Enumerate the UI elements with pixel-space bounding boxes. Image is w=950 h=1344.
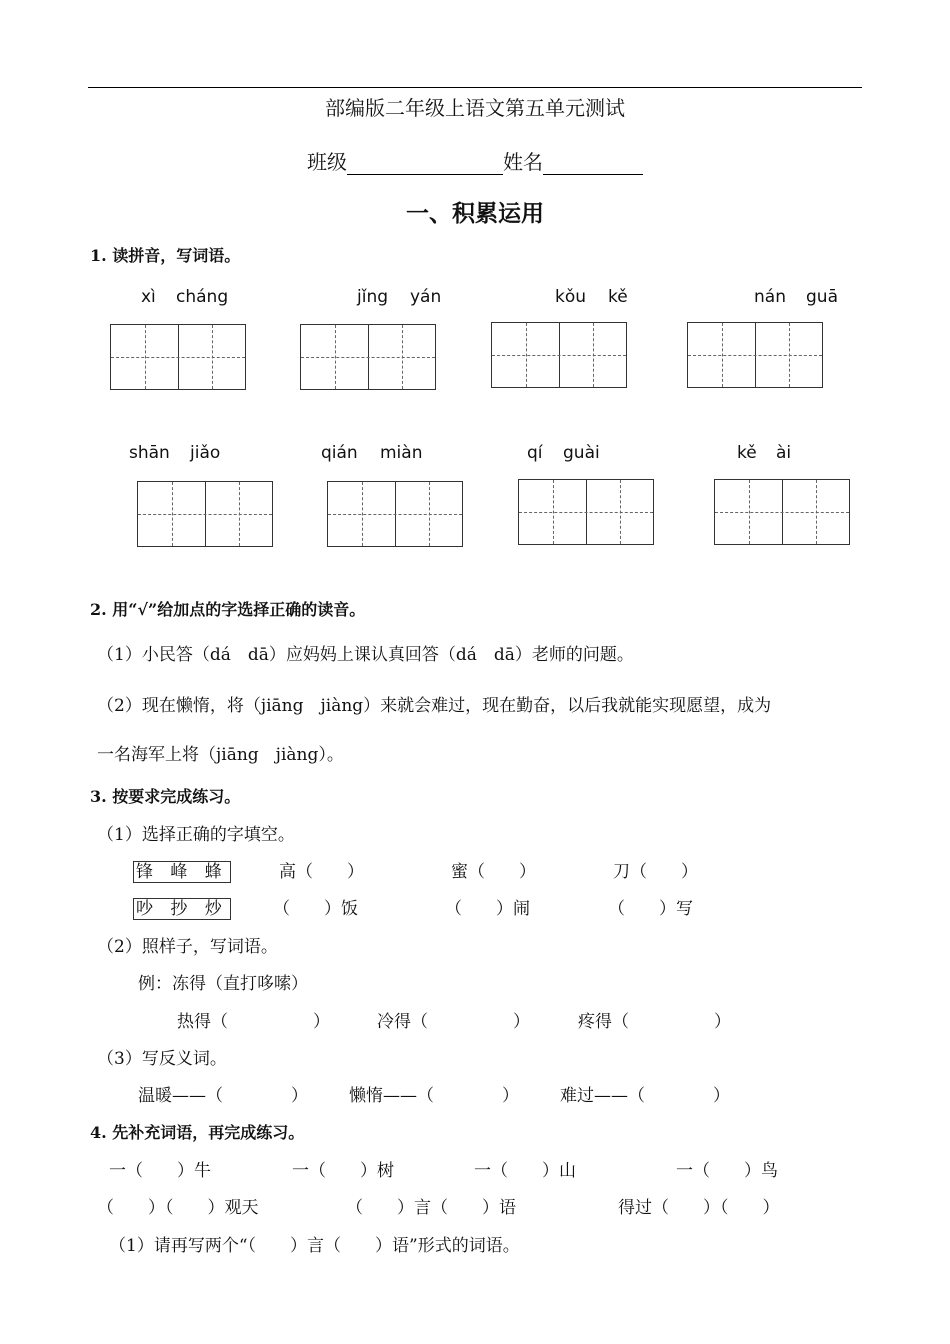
q3-sub3: （3）写反义词。 bbox=[97, 1049, 227, 1069]
fill-blank[interactable]: 高（ ） bbox=[279, 862, 364, 882]
pinyin-4b: guā bbox=[806, 287, 838, 307]
class-name-line bbox=[0, 146, 950, 175]
fill-blank[interactable]: （ ）（ ）观天 bbox=[97, 1198, 259, 1218]
char-choice-box-1-text: 锋 峰 蜂 bbox=[133, 861, 231, 883]
q4-sub1: （1）请再写两个“（ ）言（ ）语”形式的词语。 bbox=[109, 1236, 520, 1256]
writing-grid[interactable] bbox=[518, 479, 654, 545]
name-blank[interactable] bbox=[543, 152, 643, 175]
fill-blank[interactable]: 难过——（ ） bbox=[560, 1086, 730, 1106]
pinyin-6b: miàn bbox=[380, 443, 423, 463]
class-blank[interactable] bbox=[347, 152, 503, 175]
fill-blank[interactable]: 蜜（ ） bbox=[451, 862, 536, 882]
q2-heading: 2. 用“√”给加点的字选择正确的读音。 bbox=[90, 600, 366, 619]
fill-blank[interactable]: 一（ ）牛 bbox=[109, 1161, 211, 1181]
q3-sub2: （2）照样子，写词语。 bbox=[97, 937, 278, 957]
writing-grid[interactable] bbox=[300, 324, 436, 390]
fill-blank[interactable]: 懒惰——（ ） bbox=[349, 1086, 519, 1106]
pinyin-8a: kě bbox=[737, 443, 757, 463]
fill-blank[interactable]: 冷得（ ） bbox=[377, 1012, 530, 1032]
pinyin-7b: guài bbox=[563, 443, 600, 463]
char-choice-box-2 bbox=[133, 894, 231, 919]
writing-grid[interactable] bbox=[491, 322, 627, 388]
page-title: 部编版二年级上语文第五单元测试 bbox=[325, 96, 625, 120]
class-label: 班级 bbox=[307, 150, 347, 174]
fill-blank[interactable]: 得过（ ）（ ） bbox=[618, 1198, 780, 1218]
fill-blank[interactable]: 一（ ）树 bbox=[292, 1161, 394, 1181]
pinyin-8b: ài bbox=[776, 443, 792, 463]
fill-blank[interactable]: （ ）饭 bbox=[273, 899, 358, 919]
pinyin-1a: xì bbox=[141, 287, 156, 307]
fill-blank[interactable]: 一（ ）鸟 bbox=[676, 1161, 778, 1181]
pinyin-6a: qián bbox=[321, 443, 358, 463]
writing-grid[interactable] bbox=[687, 322, 823, 388]
q3-heading: 3. 按要求完成练习。 bbox=[90, 787, 241, 806]
pinyin-4a: nán bbox=[754, 287, 786, 307]
fill-blank[interactable]: 热得（ ） bbox=[177, 1012, 330, 1032]
fill-blank[interactable]: 刀（ ） bbox=[613, 862, 698, 882]
pinyin-1b: cháng bbox=[176, 287, 229, 307]
section-title: 一、积累运用 bbox=[406, 200, 544, 227]
fill-blank[interactable]: 一（ ）山 bbox=[474, 1161, 576, 1181]
q2-line2: （2）现在懒惰，将（jiāng jiàng）来就会难过，现在勤奋，以后我就能实现愿望，成为 bbox=[97, 696, 772, 716]
pinyin-3a: kǒu bbox=[555, 287, 587, 307]
pinyin-5b: jiǎo bbox=[190, 443, 221, 463]
q4-heading: 4. 先补充词语，再完成练习。 bbox=[90, 1123, 305, 1142]
q2-line1: （1）小民答（dá dā）应妈妈上课认真回答（dá dā）老师的问题。 bbox=[97, 645, 634, 665]
pinyin-2b: yán bbox=[410, 287, 442, 307]
q3-sub1: （1）选择正确的字填空。 bbox=[97, 825, 295, 845]
pinyin-3b: kě bbox=[608, 287, 628, 307]
fill-blank[interactable]: （ ）闹 bbox=[445, 899, 530, 919]
pinyin-5a: shān bbox=[129, 443, 170, 463]
fill-blank[interactable]: 温暖——（ ） bbox=[138, 1086, 308, 1106]
fill-blank[interactable]: （ ）写 bbox=[608, 899, 693, 919]
writing-grid[interactable] bbox=[110, 324, 246, 390]
writing-grid[interactable] bbox=[137, 481, 273, 547]
fill-blank[interactable]: （ ）言（ ）语 bbox=[346, 1198, 516, 1218]
char-choice-box-2-text: 吵 抄 炒 bbox=[133, 898, 231, 920]
writing-grid[interactable] bbox=[714, 479, 850, 545]
writing-grid[interactable] bbox=[327, 481, 463, 547]
char-choice-box-1 bbox=[133, 857, 231, 882]
fill-blank[interactable]: 疼得（ ） bbox=[578, 1012, 731, 1032]
pinyin-2a: jǐng bbox=[357, 287, 389, 307]
top-rule bbox=[88, 87, 862, 88]
q3-example: 例：冻得（直打哆嗦） bbox=[138, 974, 308, 994]
name-label: 姓名 bbox=[503, 150, 543, 174]
q2-line3: 一名海军上将（jiāng jiàng）。 bbox=[97, 745, 344, 765]
q1-heading: 1. 读拼音，写词语。 bbox=[90, 246, 241, 265]
pinyin-7a: qí bbox=[527, 443, 543, 463]
